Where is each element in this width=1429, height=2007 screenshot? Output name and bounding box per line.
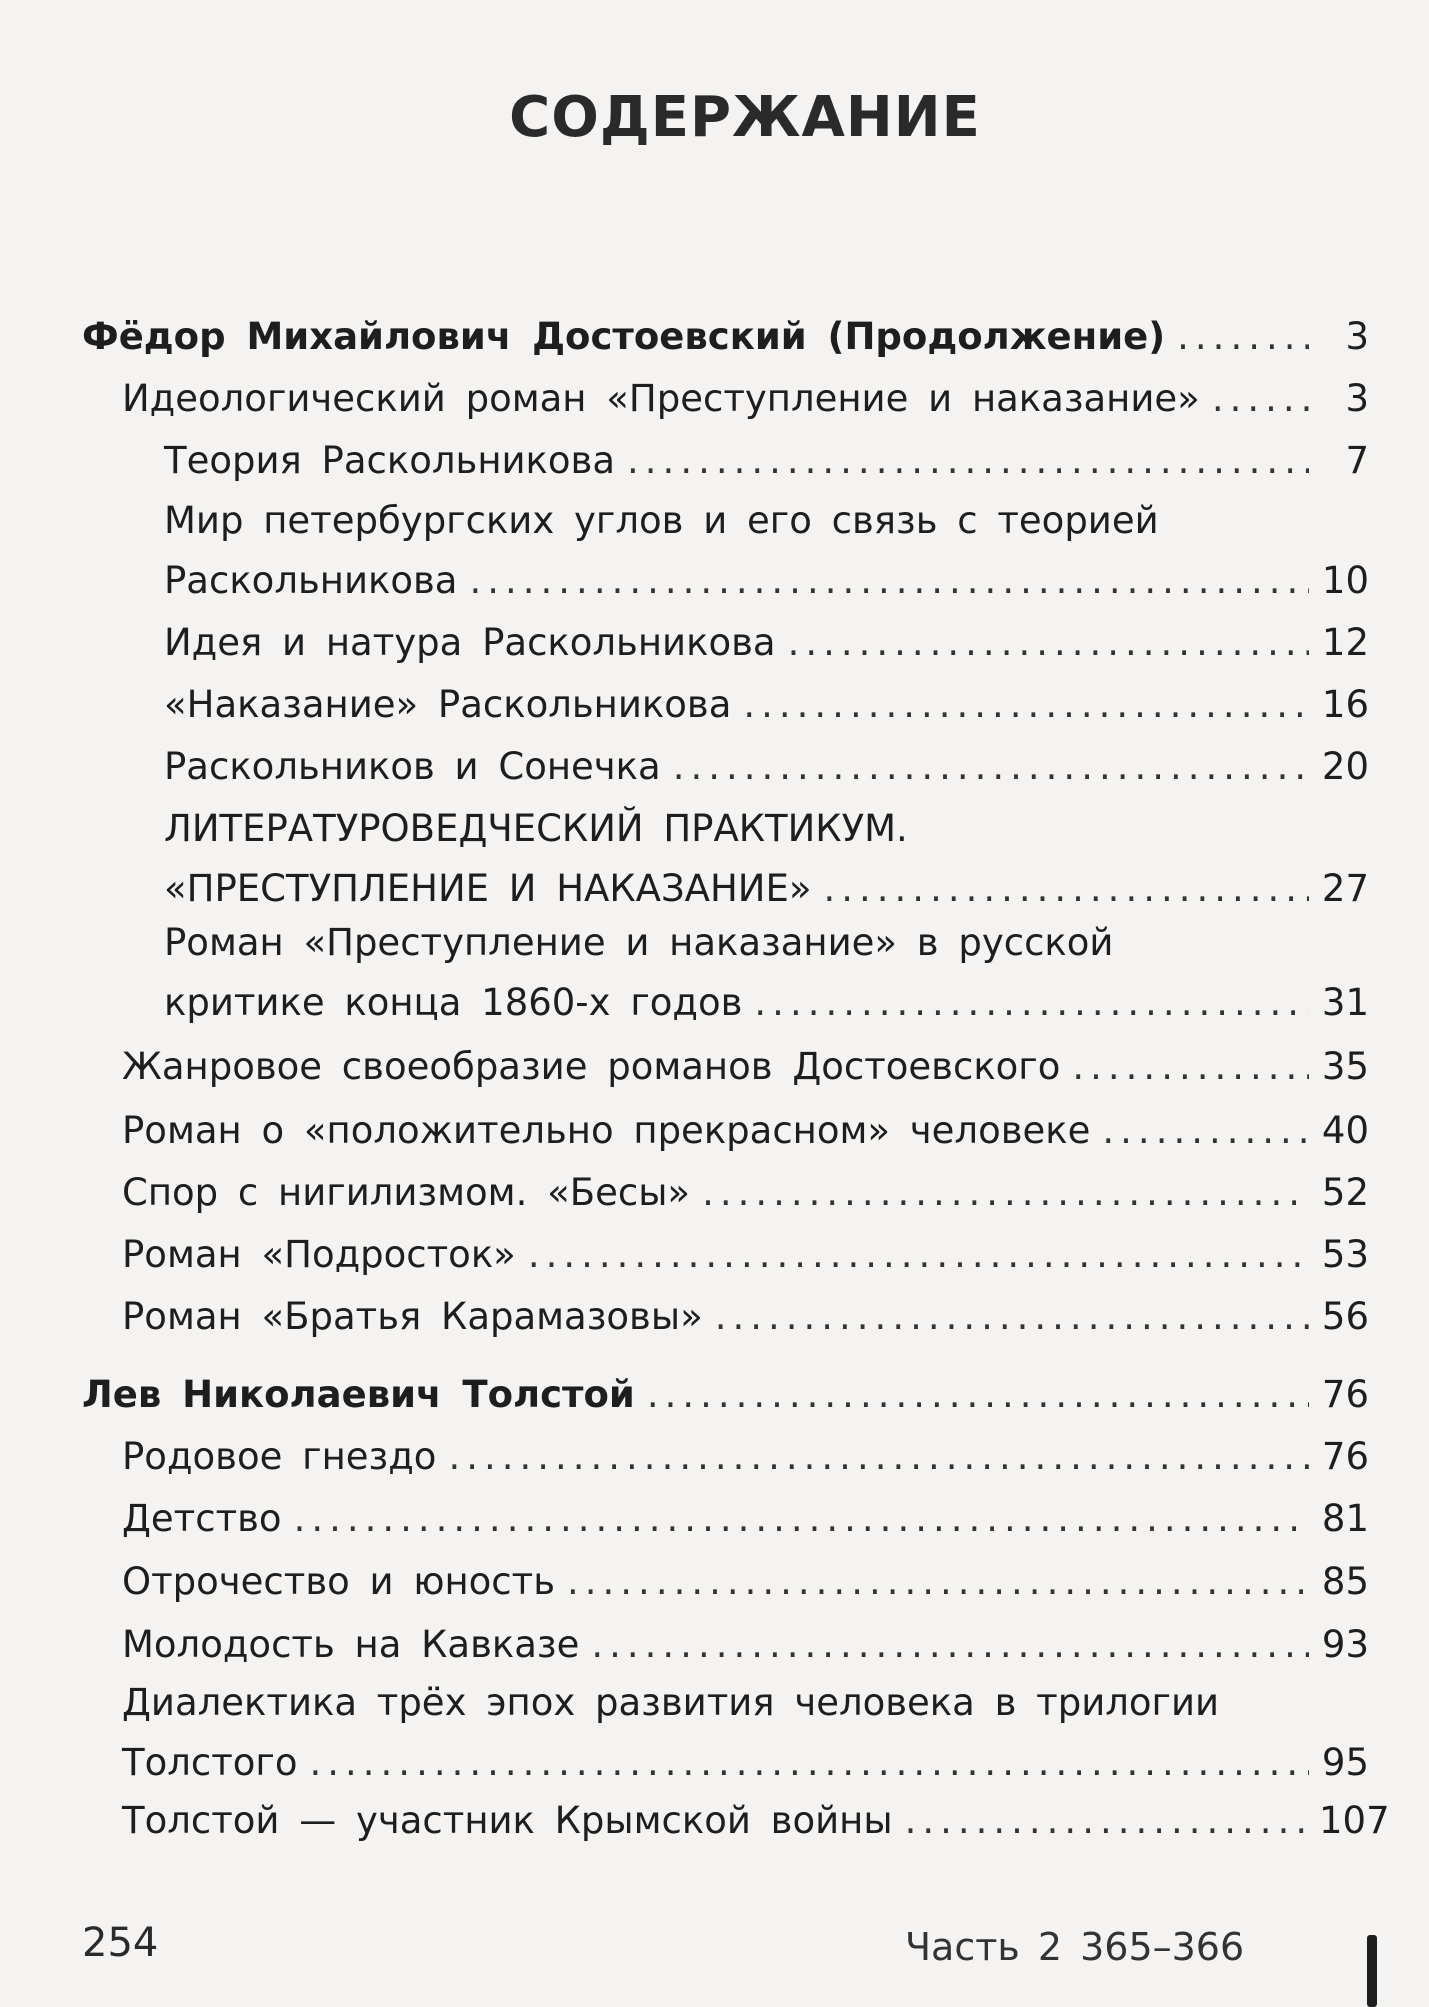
toc-entry-text: Толстого xyxy=(122,1741,298,1784)
toc-entry[interactable] xyxy=(122,1290,1369,1344)
toc-entry[interactable] xyxy=(122,1794,1390,1848)
toc-entry[interactable] xyxy=(122,1430,1369,1484)
toc-leader-dots xyxy=(702,1166,1309,1220)
toc-entry[interactable] xyxy=(122,372,1369,426)
toc-entry[interactable] xyxy=(122,1166,1369,1220)
toc-page-number: 81 xyxy=(1321,1497,1369,1540)
toc-entry[interactable] xyxy=(122,1492,1369,1546)
toc-entry-text: Спор с нигилизмом. «Бесы» xyxy=(122,1171,691,1214)
toc-entry-text: Раскольников и Сонечка xyxy=(164,745,661,788)
toc-leader-dots xyxy=(673,740,1309,794)
toc-page-number: 85 xyxy=(1321,1560,1369,1603)
toc-entry[interactable] xyxy=(122,1228,1369,1282)
toc-page-number: 52 xyxy=(1321,1171,1369,1214)
toc-entry-line[interactable]: Диалектика трёх эпох развития человека в трилогии xyxy=(122,1681,1220,1724)
toc-leader-dots xyxy=(627,434,1309,488)
toc-entry-text: Роман «Братья Карамазовы» xyxy=(122,1295,703,1338)
toc-page-number: 20 xyxy=(1321,745,1369,788)
toc-page-number: 93 xyxy=(1321,1623,1369,1666)
toc-leader-dots xyxy=(567,1555,1309,1609)
toc-leader-dots xyxy=(754,976,1309,1030)
toc-entry[interactable] xyxy=(164,740,1369,794)
toc-page-number: 76 xyxy=(1321,1435,1369,1478)
toc-leader-dots xyxy=(1212,372,1309,426)
page-number: 254 xyxy=(82,1920,159,1966)
toc-entry-text: Роман о «положительно прекрасном» человеке xyxy=(122,1109,1091,1152)
toc-page-number: 56 xyxy=(1321,1295,1369,1338)
toc-leader-dots xyxy=(448,1430,1309,1484)
toc-entry-text: критике конца 1860-х годов xyxy=(164,981,743,1024)
toc-page-number: 16 xyxy=(1321,683,1369,726)
toc-entry[interactable] xyxy=(122,1618,1369,1672)
toc-entry-text: Фёдор Михайлович Достоевский (Продолжение) xyxy=(82,315,1166,358)
part-label: Часть 2 365–366 xyxy=(905,1925,1245,1969)
toc-entry-text: Идеологический роман «Преступление и наказание» xyxy=(122,377,1200,420)
toc-entry-text: Родовое гнездо xyxy=(122,1435,437,1478)
toc-leader-dots xyxy=(591,1618,1309,1672)
toc-page-number: 10 xyxy=(1321,559,1369,602)
toc-entry-text: Роман «Подросток» xyxy=(122,1233,516,1276)
toc-entry-text: Теория Раскольникова xyxy=(164,439,616,482)
toc-entry-text: Жанровое своеобразие романов Достоевского xyxy=(122,1045,1061,1088)
toc-page-number: 7 xyxy=(1345,439,1369,482)
toc-entry[interactable] xyxy=(164,976,1369,1030)
edge-marker xyxy=(1367,1935,1377,2007)
toc-entry-text: Лев Николаевич Толстой xyxy=(82,1373,635,1416)
toc-entry-text: Отрочество и юность xyxy=(122,1560,556,1603)
toc-entry-text: «Наказание» Раскольникова xyxy=(164,683,732,726)
toc-entry[interactable] xyxy=(122,1104,1369,1158)
toc-leader-dots xyxy=(905,1794,1309,1848)
toc-entry-line[interactable]: ЛИТЕРАТУРОВЕДЧЕСКИЙ ПРАКТИКУМ. xyxy=(164,807,908,850)
toc-leader-dots xyxy=(743,678,1309,732)
page-title: СОДЕРЖАНИЕ xyxy=(509,85,981,150)
toc-page-number: 95 xyxy=(1321,1741,1369,1784)
toc-leader-dots xyxy=(1072,1040,1309,1094)
toc-entry-text: Молодость на Кавказе xyxy=(122,1623,580,1666)
toc-page-number: 53 xyxy=(1321,1233,1369,1276)
toc-entry-text: Раскольникова xyxy=(164,559,458,602)
toc-entry[interactable] xyxy=(122,1555,1369,1609)
toc-page-number: 31 xyxy=(1321,981,1369,1024)
toc-leader-dots xyxy=(294,1492,1309,1546)
toc-leader-dots xyxy=(528,1228,1309,1282)
toc-leader-dots xyxy=(647,1368,1309,1422)
toc-entry[interactable] xyxy=(164,678,1369,732)
toc-entry[interactable] xyxy=(164,554,1369,608)
toc-page-number: 40 xyxy=(1321,1109,1369,1152)
toc-page-number: 27 xyxy=(1321,867,1369,910)
toc-leader-dots xyxy=(469,554,1309,608)
toc-page-number: 3 xyxy=(1345,315,1369,358)
toc-page-number: 3 xyxy=(1345,377,1369,420)
toc-entry-tolstoy[interactable] xyxy=(82,1368,1369,1422)
toc-entry[interactable] xyxy=(164,434,1369,488)
toc-entry[interactable] xyxy=(164,616,1369,670)
toc-entry-line[interactable]: Роман «Преступление и наказание» в русской xyxy=(164,921,1114,964)
toc-page-number: 107 xyxy=(1319,1799,1390,1842)
toc-page-number: 35 xyxy=(1321,1045,1369,1088)
toc-page-number: 76 xyxy=(1321,1373,1369,1416)
toc-leader-dots xyxy=(824,862,1310,916)
toc-entry-line[interactable]: Мир петербургских углов и его связь с теорией xyxy=(164,499,1159,542)
toc-entry-text: «ПРЕСТУПЛЕНИЕ И НАКАЗАНИЕ» xyxy=(164,867,812,910)
toc-leader-dots xyxy=(1102,1104,1309,1158)
toc-entry[interactable] xyxy=(122,1736,1369,1790)
toc-entry-text: Толстой — участник Крымской войны xyxy=(122,1799,893,1842)
toc-leader-dots xyxy=(310,1736,1310,1790)
toc-entry-text: Детство xyxy=(122,1497,282,1540)
toc-entry[interactable] xyxy=(164,862,1369,916)
toc-entry-text: Идея и натура Раскольникова xyxy=(164,621,776,664)
toc-leader-dots xyxy=(788,616,1309,670)
toc-entry[interactable] xyxy=(122,1040,1369,1094)
toc-leader-dots xyxy=(715,1290,1309,1344)
toc-page-number: 12 xyxy=(1321,621,1369,664)
toc-entry-dostoevsky[interactable] xyxy=(82,310,1369,364)
toc-leader-dots xyxy=(1177,310,1309,364)
